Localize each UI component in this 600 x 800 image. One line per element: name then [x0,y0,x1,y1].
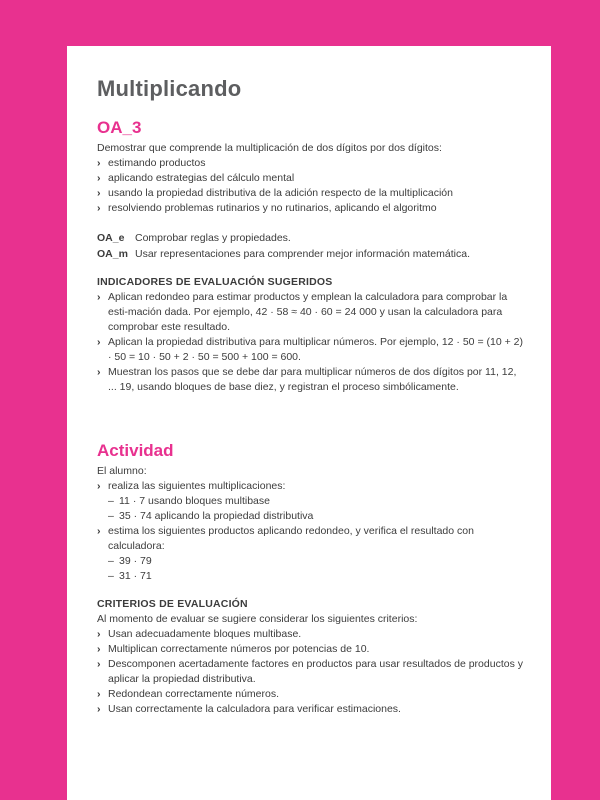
indicator-item: › Aplican la propiedad distributiva para multiplicar números. Por ejemplo, 12 · 50 = (10 + 2) · 50 = 10 · 50 + 2 · 50 = 500 + 100 = 600. [97,335,527,365]
ability-code: OA_m [97,248,128,260]
oa-item: › aplicando estrategias del cálculo mental [97,171,527,186]
activity-subitem: – 35 · 74 aplicando la propiedad distributiva [97,509,527,524]
oa-intro: Demostrar que comprende la multiplicación de dos dígitos por dos dígitos: [97,142,442,154]
indicator-item: › Muestran los pasos que se debe dar para multiplicar números de dos dígitos por 11, 12, ... 19, usando bloques de base diez, y registran el proceso simbólicamente. [97,365,527,395]
activity-sublist [97,554,527,584]
ability-code: OA_e [97,232,125,244]
activity-sublist [97,494,527,524]
ability-text: Comprobar reglas y propiedades. [135,232,291,244]
abilities-section [97,230,527,262]
activity-subitem: – 31 · 71 [97,569,527,584]
indicator-item: › Aplican redondeo para estimar productos y emplean la calculadora para comprobar la esti-mación dada. Por ejemplo, 42 · 58 ≈ 40 · 60 = 24 000 y usan la calculadora para comprobar este resultado. [97,290,527,335]
page-title: Multiplicando [97,76,242,101]
oa-item: › estimando productos [97,156,527,171]
ability-row [97,230,527,246]
page-content [97,76,527,717]
oa-code: OA_3 [97,118,142,137]
criteria-item: › Usan adecuadamente bloques multibase. [97,627,527,642]
activity-list [97,524,527,554]
oa-section [97,118,527,216]
activity-section [97,441,527,584]
activity-item: › realiza las siguientes multiplicaciones: [97,479,527,494]
indicators-heading: INDICADORES DE EVALUACIÓN SUGERIDOS [97,276,333,288]
ability-row [97,246,527,262]
indicators-section [97,276,527,395]
oa-list [97,156,527,216]
document-page [67,46,551,800]
criteria-list [97,627,527,717]
criteria-item: › Redondean correctamente números. [97,687,527,702]
activity-list [97,479,527,494]
criteria-item: › Multiplican correctamente números por potencias de 10. [97,642,527,657]
activity-subitem: – 39 · 79 [97,554,527,569]
oa-item: › usando la propiedad distributiva de la adición respecto de la multiplicación [97,186,527,201]
activity-title: Actividad [97,441,174,460]
activity-item: › estima los siguientes productos aplicando redondeo, y verifica el resultado con calculadora: [97,524,527,554]
criteria-heading: CRITERIOS DE EVALUACIÓN [97,598,248,610]
criteria-section [97,598,527,717]
criteria-item: › Usan correctamente la calculadora para verificar estimaciones. [97,702,527,717]
ability-text: Usar representaciones para comprender mejor información matemática. [135,248,470,260]
criteria-intro: Al momento de evaluar se sugiere considerar los siguientes criterios: [97,613,418,625]
oa-item: › resolviendo problemas rutinarios y no rutinarios, aplicando el algoritmo [97,201,527,216]
indicators-list [97,290,527,395]
activity-intro: El alumno: [97,465,147,477]
activity-subitem: – 11 · 7 usando bloques multibase [97,494,527,509]
criteria-item: › Descomponen acertadamente factores en productos para usar resultados de productos y aplicar la propiedad distributiva. [97,657,527,687]
